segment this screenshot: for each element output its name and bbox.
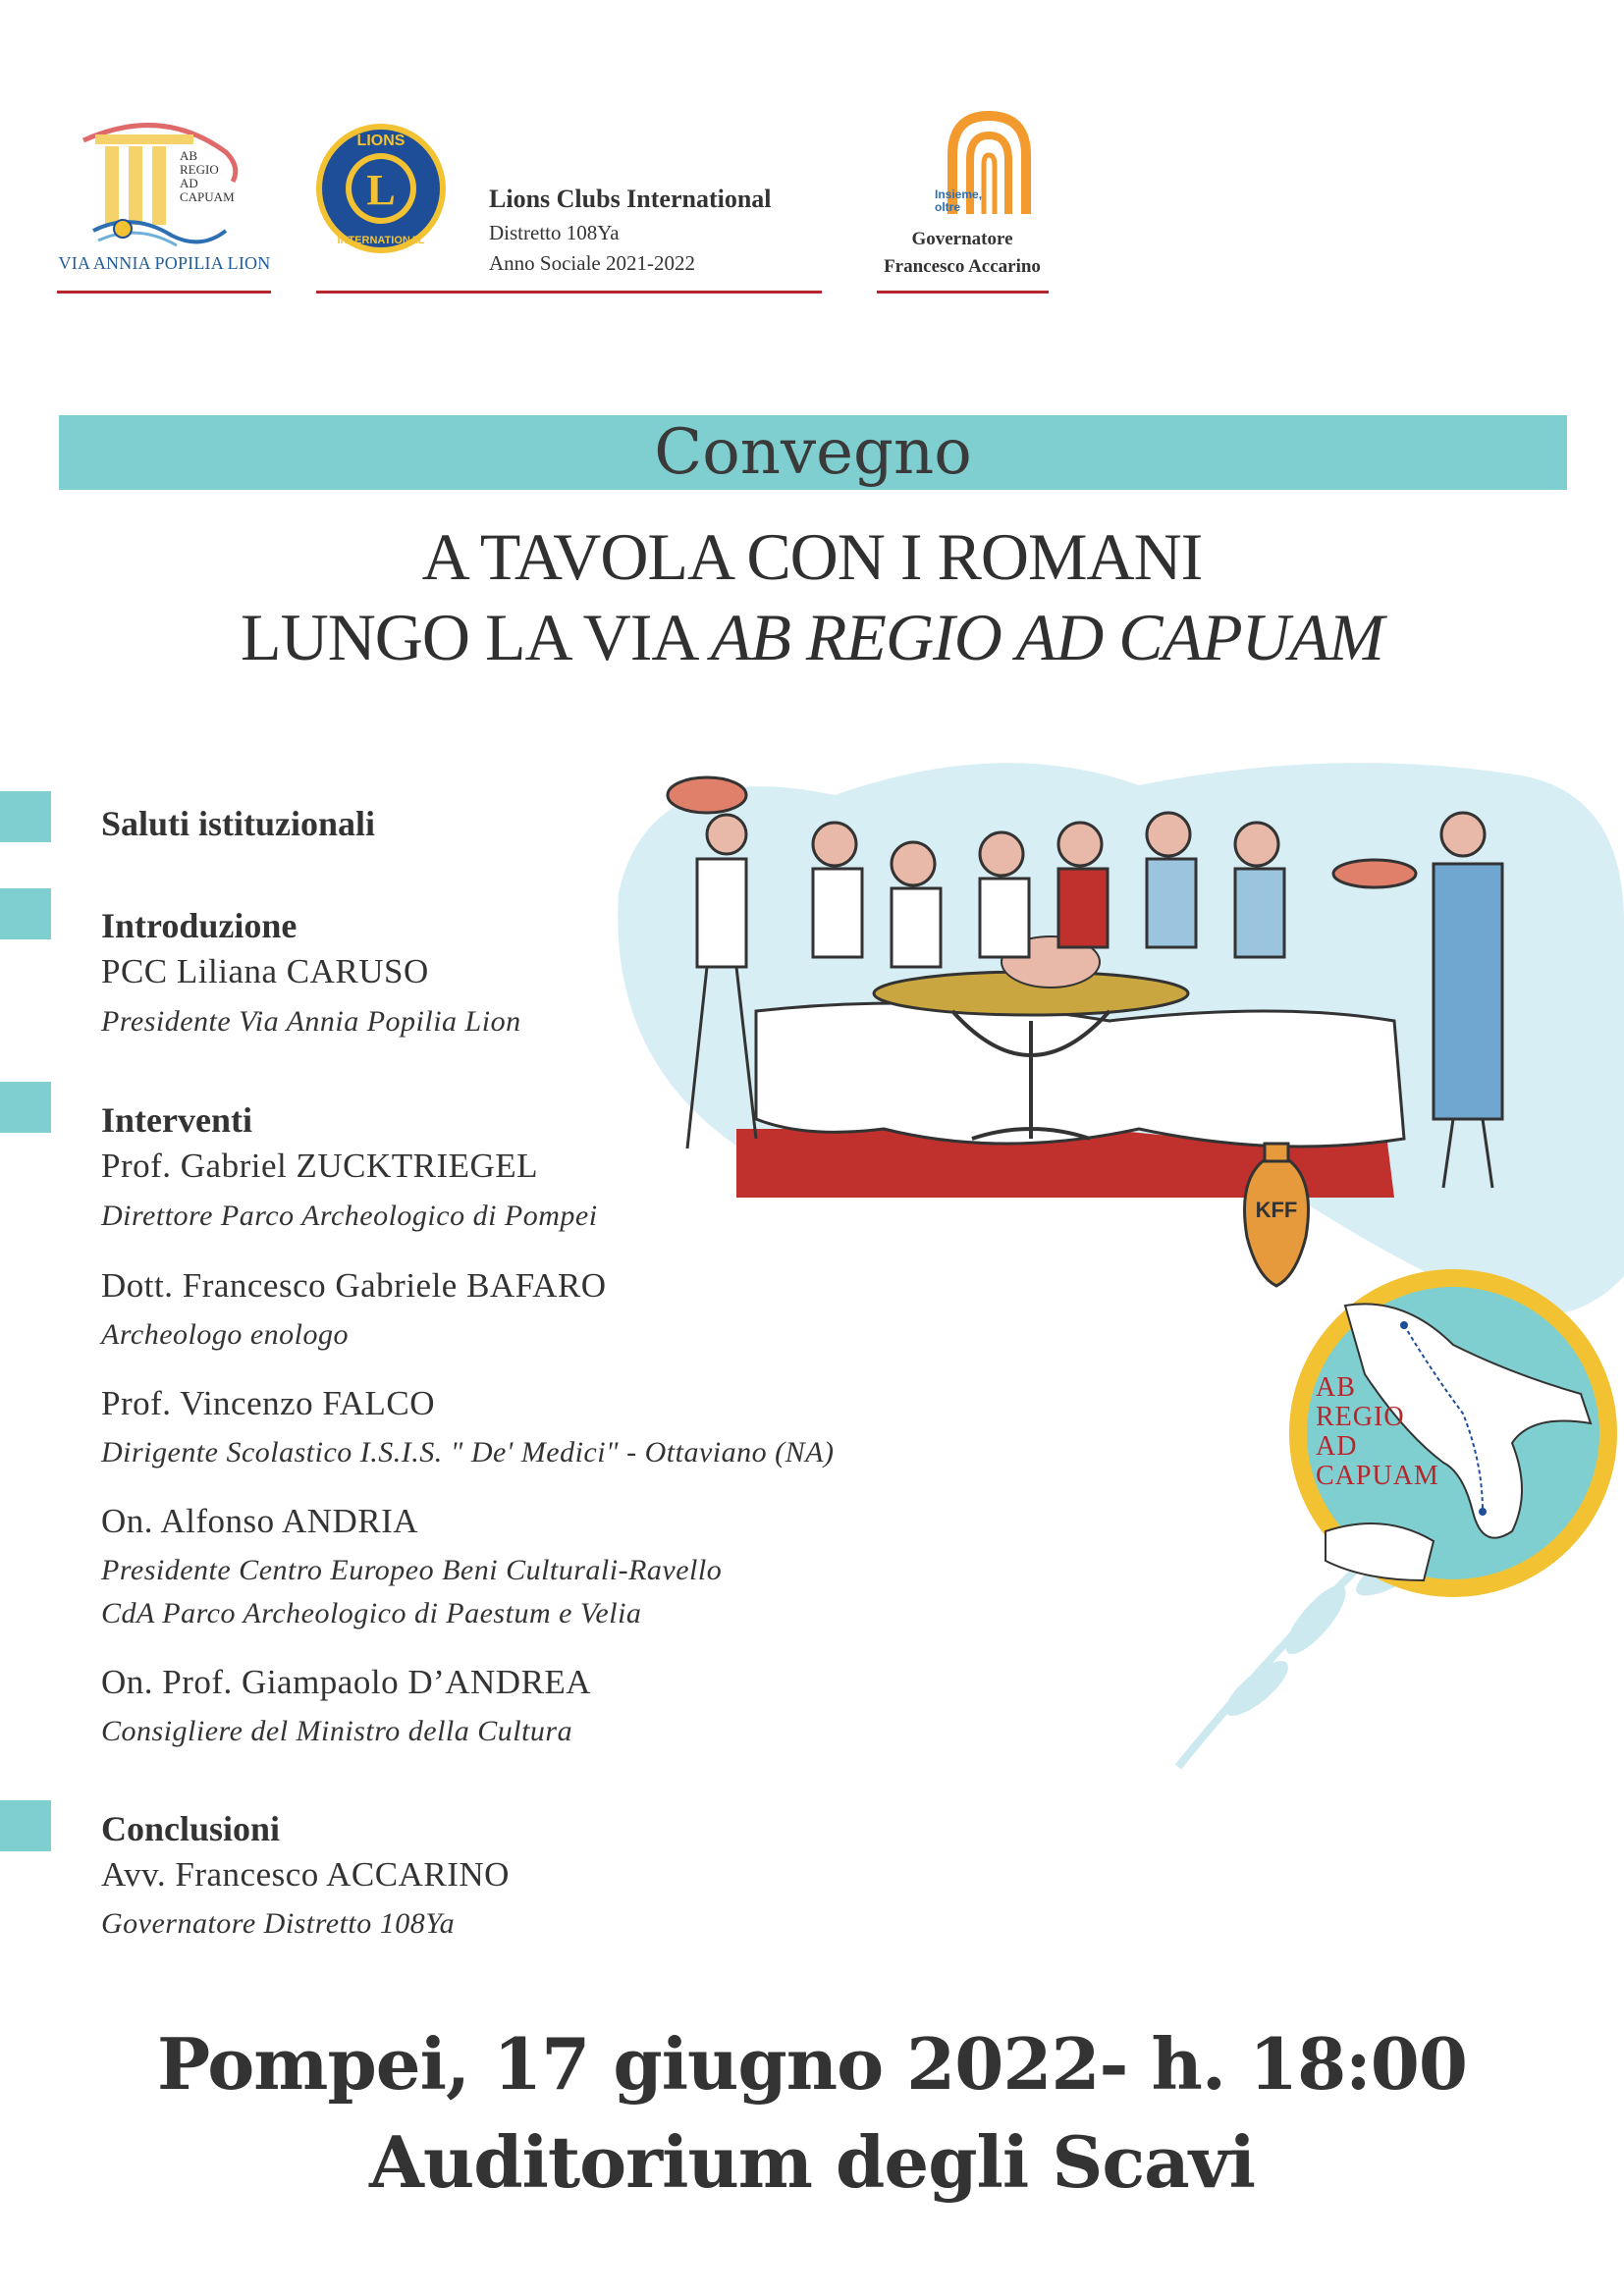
event-venue: Auditorium degli Scavi [368, 2120, 1255, 2204]
map-label-line4: CAPUAM [1316, 1461, 1439, 1491]
speaker-role: Presidente Centro Europeo Beni Culturali-Ravello [101, 1554, 723, 1586]
roman-banquet-illustration [589, 726, 1624, 1787]
event-type-title: Convegno [654, 416, 972, 489]
via-logo-text: AB [180, 148, 198, 163]
speaker-role: Consigliere del Ministro della Cultura [101, 1715, 573, 1747]
speaker-name: On. Alfonso ANDRIA [101, 1502, 419, 1540]
org-district: Distretto 108Ya [489, 221, 620, 244]
section-saluti: Saluti istituzionali [101, 804, 376, 843]
header-rule [316, 291, 822, 294]
speaker-name: Avv. Francesco ACCARINO [101, 1855, 510, 1894]
speaker-role-secondary: CdA Parco Archeologico di Paestum e Velia [101, 1597, 642, 1629]
governatore-title: Governatore [911, 229, 1013, 249]
governatore-slogan: Insieme, oltre [935, 187, 983, 214]
event-title-line1: A TAVOLA CON I ROMANI [421, 519, 1203, 594]
section-interventi: Interventi [101, 1100, 252, 1140]
map-label-line2: REGIO [1316, 1402, 1405, 1432]
svg-text:REGIO: REGIO [180, 162, 219, 177]
event-title-line2: LUNGO LA VIA AB REGIO AD CAPUAM [241, 600, 1383, 674]
map-label-line3: AD [1316, 1431, 1358, 1462]
speaker-name: PCC Liliana CARUSO [101, 952, 429, 990]
svg-text:LIONS: LIONS [356, 133, 406, 149]
map-label-line1: AB [1316, 1372, 1356, 1403]
svg-text:L: L [366, 166, 396, 214]
section-marker [0, 1800, 51, 1851]
speaker-name: On. Prof. Giampaolo D’ANDREA [101, 1663, 592, 1701]
speaker-role: Governatore Distretto 108Ya [101, 1907, 456, 1940]
via-annia-caption: VIA ANNIA POPILIA LION [58, 253, 271, 273]
svg-text:AD: AD [180, 176, 198, 190]
speaker-role: Archeologo enologo [101, 1318, 350, 1351]
svg-text:INTERNATIONAL: INTERNATIONAL [337, 235, 425, 246]
speaker-name: Prof. Gabriel ZUCKTRIEGEL [101, 1147, 539, 1185]
section-conclusioni: Conclusioni [101, 1809, 281, 1848]
org-year: Anno Sociale 2021-2022 [489, 251, 695, 275]
svg-text:CAPUAM: CAPUAM [180, 189, 235, 204]
header-rule [877, 291, 1049, 294]
speaker-role: Presidente Via Annia Popilia Lion [101, 1005, 521, 1038]
governatore-name: Francesco Accarino [884, 256, 1041, 277]
speaker-role: Direttore Parco Archeologico di Pompei [101, 1200, 598, 1232]
event-date-time: Pompei, 17 giugno 2022- h. 18:00 [157, 2022, 1467, 2106]
org-title: Lions Clubs International [489, 185, 772, 213]
speaker-name: Prof. Vincenzo FALCO [101, 1384, 436, 1422]
lions-international-logo [312, 120, 450, 257]
amphora-label: KFF [1255, 1198, 1298, 1222]
speaker-name: Dott. Francesco Gabriele BAFARO [101, 1266, 607, 1305]
speaker-role: Dirigente Scolastico I.S.I.S. " De' Medici" - Ottaviano (NA) [101, 1436, 835, 1468]
section-marker [0, 1082, 51, 1133]
header-rule [57, 291, 271, 294]
section-introduzione: Introduzione [101, 906, 298, 945]
section-marker [0, 888, 51, 939]
section-marker [0, 791, 51, 842]
